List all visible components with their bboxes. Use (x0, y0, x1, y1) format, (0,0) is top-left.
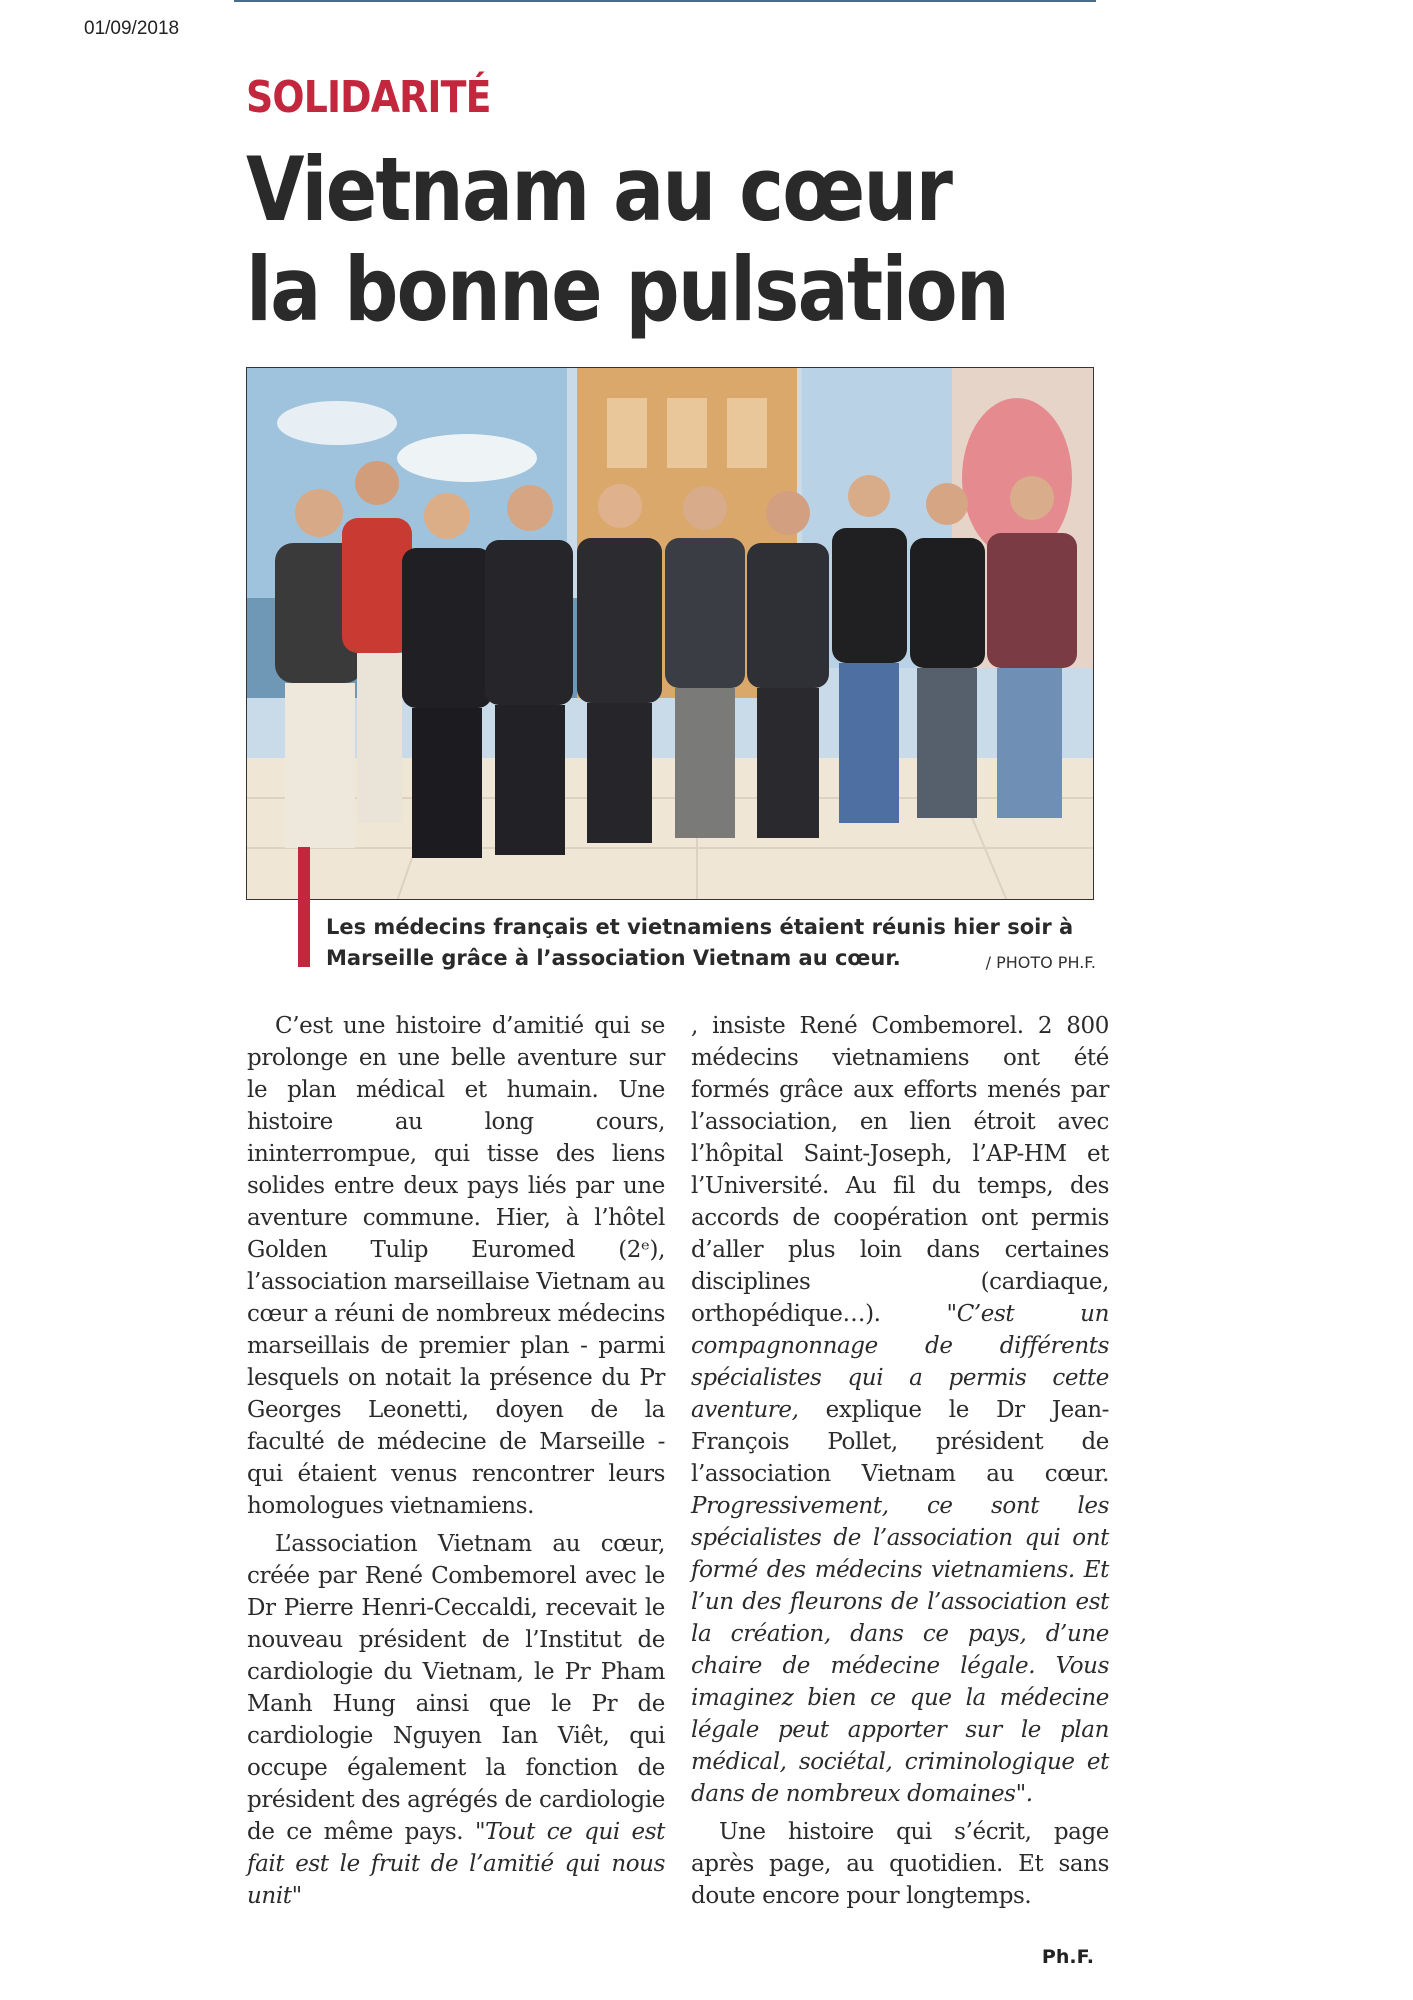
body-p2-text2: , insiste René Combemorel. 2 800 médecins vietnamiens ont été formés grâce aux efforts menés par l’association, en lien étroit avec l’hôpital Saint-Joseph, l’AP-HM et l’Université. Au fil du temps, des accords de coopération ont permis d’aller plus loin dans certaines disciplines (cardiaque, orthopédique…). (691, 1013, 1109, 1327)
top-rule (234, 0, 1096, 2)
caption-text: Les médecins français et vietnamiens étaient réunis hier soir à Marseille grâce à l’association Vietnam au cœur. (326, 915, 1074, 970)
body-p2-quote3: Progressivement, ce sont les spécialistes de l’association qui ont formé des médecins vietnamiens. Et l’un des fleurons de l’association est la création, dans ce pays, d’une chaire de médecine légale. Vous imaginez bien ce que la médecine légale peut apporter sur le plan médical, sociétal, criminologique et dans de nombreux domaines". (691, 1493, 1109, 1807)
author-signature: Ph.F. (1041, 1946, 1094, 1968)
body-paragraph-2-start (247, 1528, 665, 1912)
print-date: 01/09/2018 (84, 18, 180, 39)
body-p2-quote2: "C’est un compagnonnage de différents spécialistes qui a permis cette aventure, (691, 1301, 1109, 1423)
body-paragraph-1: C’est une histoire d’amitié qui se prolonge en une belle aventure sur le plan médical et humain. Une histoire au long cours, ininterrompue, qui tisse des liens solides entre deux pays liés par une aventure commune. Hier, à l’hôtel Golden Tulip Euromed (2ᵉ), l’association marseillaise Vietnam au cœur a réuni de nombreux médecins marseillais de premier plan - parmi lesquels on notait la présence du Pr Georges Leonetti, doyen de la faculté de médecine de Marseille - qui étaient venus rencontrer leurs homologues vietnamiens. (247, 1013, 665, 1519)
section-kicker: SOLIDARITÉ (246, 72, 491, 123)
article-column-left (247, 1010, 665, 1912)
group-photo-illustration (247, 368, 1094, 900)
body-p2-text3: explique le Dr Jean-François Pollet, président de l’association Vietnam au cœur. (691, 1397, 1109, 1487)
article-column-right (691, 1010, 1109, 1912)
headline-line-2: la bonne pulsation (246, 238, 1009, 341)
headline-line-1: Vietnam au cœur (246, 138, 952, 241)
body-paragraph-3: Une histoire qui s’écrit, page après page, au quotidien. Et sans doute encore pour longtemps. (691, 1819, 1109, 1909)
body-paragraph-2-continued (691, 1010, 1109, 1810)
body-p2-text: L’association Vietnam au cœur, créée par René Combemorel avec le Dr Pierre Henri-Ceccaldi, recevait le nouveau président de l’Institut de cardiologie du Vietnam, le Pr Pham Manh Hung ainsi que le Pr de cardiologie Nguyen Ian Viêt, qui occupe également la fonction de président des agrégés de cardiologie de ce même pays. (247, 1531, 665, 1845)
photo-caption (326, 912, 1096, 978)
photo-credit: / PHOTO PH.F. (985, 953, 1096, 972)
article-photo (246, 367, 1094, 900)
article-headline (246, 138, 1009, 341)
caption-accent-bar (298, 847, 310, 967)
body-p2-quote: "Tout ce qui est fait est le fruit de l’amitié qui nous unit" (247, 1819, 665, 1909)
